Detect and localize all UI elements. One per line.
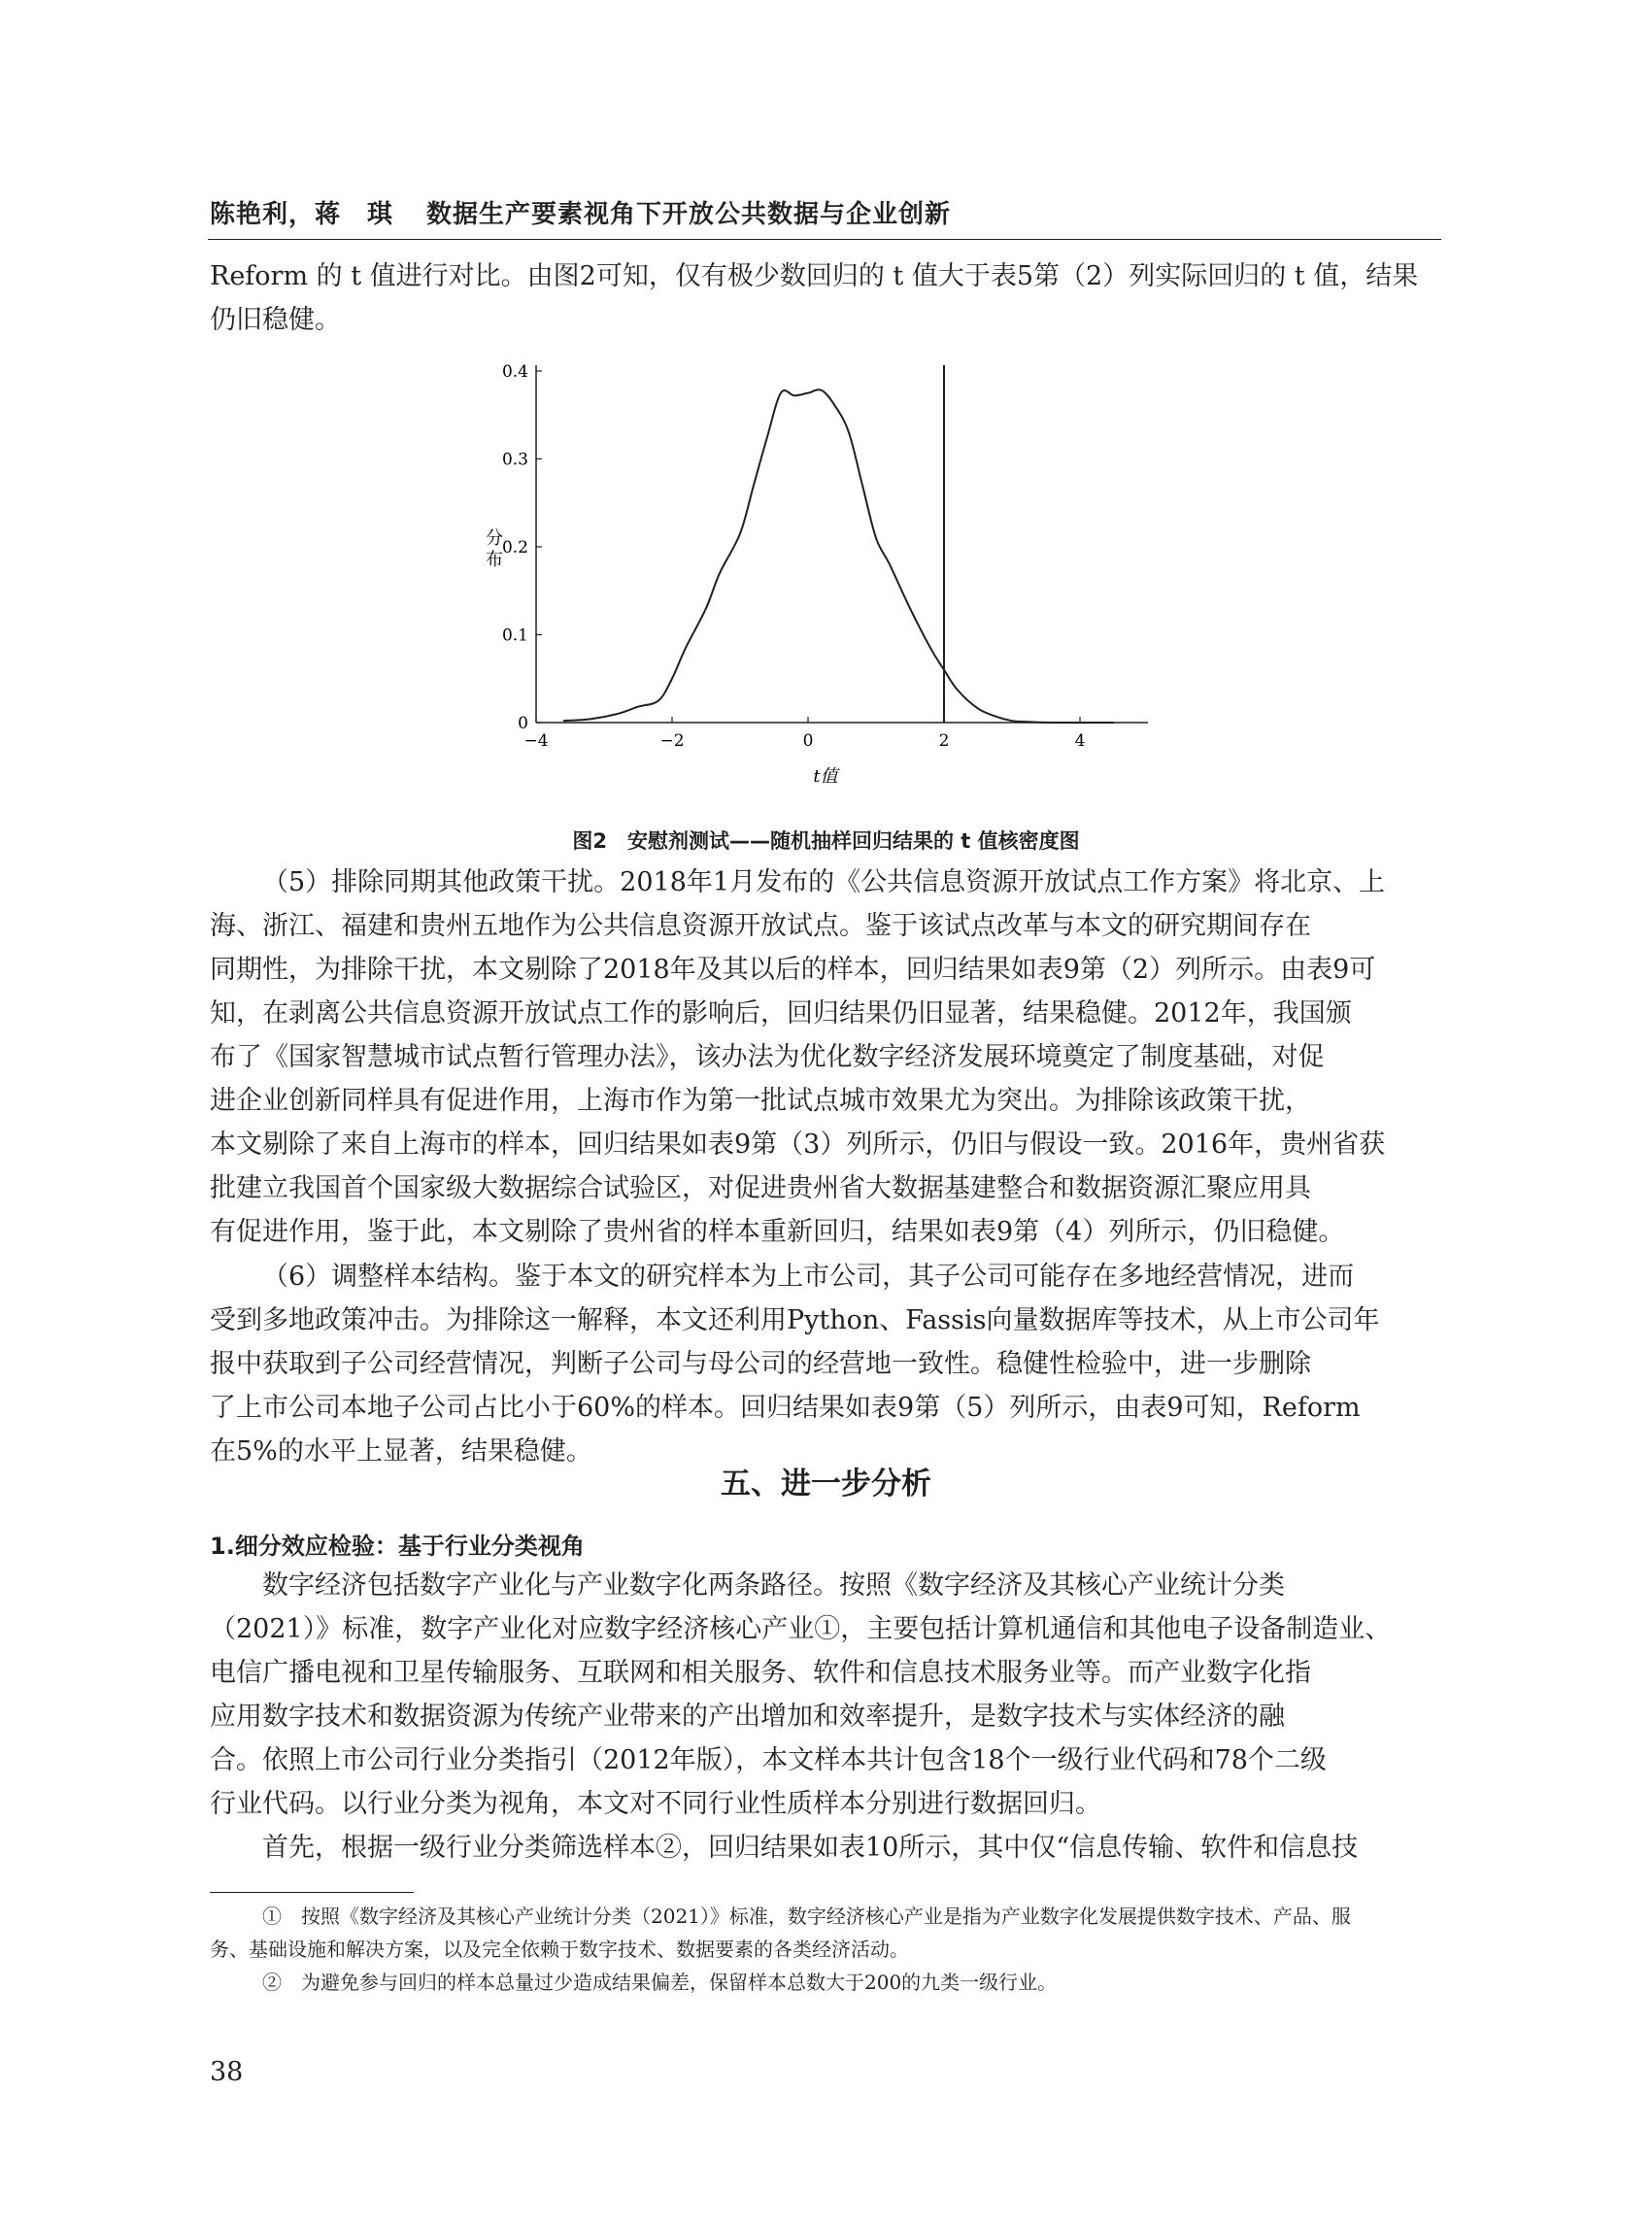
text-line: 进企业创新同样具有促进作用，上海市作为第一批试点城市效果尤为突出。为排除该政策干扰，	[210, 1086, 1311, 1116]
text-line: 仍旧稳健。	[210, 305, 341, 335]
subsection-title: 1.细分效应检验：基于行业分类视角	[210, 1533, 585, 1560]
x-tick-label: −4	[523, 731, 549, 751]
y-axis-label-1: 分	[486, 528, 503, 549]
text-line: 受到多地政策冲击。为排除这一解释，本文还利用Python、Fassis向量数据库等技术，从上市公司年	[210, 1305, 1380, 1335]
footnote-2: ② 为避免参与回归的样本总量过少造成结果偏差，保留样本总数大于200的九类一级行业。	[262, 1971, 1058, 1994]
x-tick-label: 0	[802, 731, 814, 751]
text-line: 批建立我国首个国家级大数据综合试验区，对促进贵州省大数据基建整合和数据资源汇聚应用具	[210, 1173, 1311, 1203]
paragraph-6	[210, 1255, 1443, 1473]
x-tick-label: 2	[938, 731, 950, 751]
paragraph-5	[210, 860, 1443, 1254]
text-line: （2021）》标准，数字产业化对应数字经济核心产业①，主要包括计算机通信和其他电子设备制造业、	[210, 1614, 1392, 1644]
x-axis-label: t值	[813, 766, 838, 787]
y-tick-label: 0.3	[501, 450, 528, 470]
text-line: （5）排除同期其他政策干扰。2018年1月发布的《公共信息资源开放试点工作方案》将北京、上	[262, 867, 1386, 897]
text-line: 本文剔除了来自上海市的样本，回归结果如表9第（3）列所示，仍旧与假设一致。2016年，贵州省获	[210, 1130, 1386, 1160]
y-tick-label: 0.2	[501, 538, 528, 557]
text-line: 有促进作用，鉴于此，本文剔除了贵州省的样本重新回归，结果如表9第（4）列所示，仍旧稳健。	[210, 1217, 1345, 1247]
text-line: 海、浙江、福建和贵州五地作为公共信息资源开放试点。鉴于该试点改革与本文的研究期间存在	[210, 911, 1311, 941]
text-line: 行业代码。以行业分类为视角，本文对不同行业性质样本分别进行数据回归。	[210, 1789, 1101, 1819]
header-authors: 陈艳利，蒋 琪	[210, 200, 394, 229]
y-tick-label: 0.1	[501, 625, 528, 646]
running-header	[210, 194, 951, 230]
figure-caption: 图2 安慰剂测试——随机抽样回归结果的 t 值核密度图	[572, 829, 1080, 853]
intro-paragraph	[210, 254, 1443, 342]
header-title: 数据生产要素视角下开放公共数据与企业创新	[426, 200, 952, 229]
header-rule	[208, 239, 1441, 240]
kde-chart	[476, 350, 1156, 806]
text-line: 合。依照上市公司行业分类指引（2012年版），本文样本共计包含18个一级行业代码和78个二级	[210, 1745, 1327, 1775]
y-tick-label: 0.4	[501, 362, 528, 382]
text-line: 数字经济包括数字产业化与产业数字化两条路径。按照《数字经济及其核心产业统计分类	[262, 1570, 1285, 1601]
text-line: Reform 的 t 值进行对比。由图2可知，仅有极少数回归的 t 值大于表5第（2）列实际回归的 t 值，结果	[210, 261, 1419, 291]
text-line: 应用数字技术和数据资源为传统产业带来的产出增加和效率提升，是数字技术与实体经济的融	[210, 1702, 1285, 1732]
kde-density-line	[563, 389, 1114, 723]
text-line: （6）调整样本结构。鉴于本文的研究样本为上市公司，其子公司可能存在多地经营情况，进而	[262, 1262, 1355, 1292]
x-tick-label: 4	[1074, 731, 1086, 751]
text-line: 首先，根据一级行业分类筛选样本②，回归结果如表10所示，其中仅“信息传输、软件和信息技	[262, 1833, 1359, 1863]
text-line: 同期性，为排除干扰，本文剔除了2018年及其以后的样本，回归结果如表9第（2）列所示。由表9可	[210, 955, 1376, 985]
paragraph-8	[210, 1826, 1443, 1870]
text-line: 了上市公司本地子公司占比小于60%的样本。回归结果如表9第（5）列所示，由表9可知，Reform	[210, 1393, 1361, 1423]
text-line: 布了《国家智慧城市试点暂行管理办法》，该办法为优化数字经济发展环境奠定了制度基础，对促	[210, 1042, 1325, 1072]
footnote-1-cont: 务、基础设施和解决方案，以及完全依赖于数字技术、数据要素的各类经济活动。	[210, 1938, 909, 1961]
page-number: 38	[210, 2057, 244, 2087]
paragraph-7	[210, 1564, 1443, 1826]
y-axis-label-2: 布	[486, 550, 503, 570]
text-line: 在5%的水平上显著，结果稳健。	[210, 1436, 592, 1467]
text-line: 报中获取到子公司经营情况，判断子公司与母公司的经营地一致性。稳健性检验中，进一步删除	[210, 1349, 1311, 1379]
text-line: 电信广播电视和卫星传输服务、互联网和相关服务、软件和信息技术服务业等。而产业数字化指	[210, 1658, 1311, 1688]
footnotes	[210, 1900, 1443, 1999]
footnote-rule	[210, 1892, 414, 1893]
y-tick-label: 0	[518, 714, 528, 733]
text-line: 知，在剥离公共信息资源开放试点工作的影响后，回归结果仍旧显著，结果稳健。2012年，我国颁	[210, 998, 1352, 1029]
section-title: 五、进一步分析	[721, 1467, 931, 1501]
x-tick-label: −2	[659, 731, 685, 751]
chart-ticks	[502, 362, 1085, 751]
footnote-1: ① 按照《数字经济及其核心产业统计分类（2021）》标准，数字经济核心产业是指为产业数字化发展提供数字技术、产品、服	[262, 1905, 1351, 1928]
figure-2	[476, 350, 1156, 810]
